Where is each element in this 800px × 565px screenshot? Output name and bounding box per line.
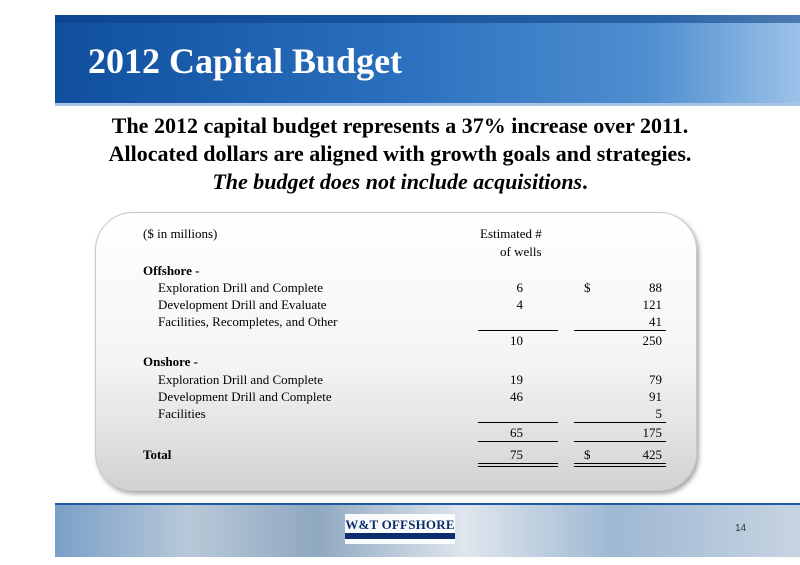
subtitle-line-3-italic: The budget does not include acquisitions [212, 169, 583, 194]
subtitle-line-1: The 2012 capital budget represents a 37% increase over 2011. [111, 113, 689, 138]
total-label: Total [143, 447, 172, 462]
offshore-row-wells: 4 [516, 297, 523, 312]
onshore-heading: Onshore - [143, 354, 199, 369]
offshore-wells-rule [478, 330, 558, 331]
offshore-row-wells: 6 [516, 280, 523, 295]
offshore-subtotal-amount: 250 [642, 333, 662, 348]
offshore-row-label: Exploration Drill and Complete [158, 280, 323, 295]
subtitle-line-2: Allocated dollars are aligned with growth goals and strategies. [108, 141, 692, 166]
logo-underline [345, 533, 455, 539]
subtitle-line-3 [0, 168, 800, 196]
onshore-amount-rule [574, 422, 666, 423]
offshore-subtotal-wells: 10 [510, 333, 523, 348]
total-amount-double-rule-1 [574, 463, 666, 464]
offshore-row-currency: $ [584, 280, 591, 295]
onshore-row-label: Development Drill and Complete [158, 389, 332, 404]
onshore-subtotal-wells: 65 [510, 425, 523, 440]
offshore-row-amount: 121 [642, 297, 662, 312]
onshore-row-wells: 46 [510, 389, 523, 404]
offshore-row-label: Facilities, Recompletes, and Other [158, 314, 338, 329]
total-currency: $ [584, 447, 591, 462]
onshore-row-amount: 5 [655, 406, 662, 421]
total-amount-top-rule [574, 441, 666, 442]
onshore-row-amount: 79 [649, 372, 662, 387]
total-amount-double-rule-2 [574, 466, 666, 467]
slide-title: 2012 Capital Budget [88, 41, 403, 81]
total-wells-double-rule-1 [478, 463, 558, 464]
offshore-row-amount: 88 [649, 280, 662, 295]
total-wells-top-rule [478, 441, 558, 442]
offshore-heading: Offshore - [143, 263, 200, 278]
offshore-row-amount: 41 [649, 314, 662, 329]
offshore-row-label: Development Drill and Evaluate [158, 297, 327, 312]
onshore-subtotal-amount: 175 [642, 425, 662, 440]
subtitle-block [0, 112, 800, 196]
wells-header-line-1: Estimated # [480, 226, 542, 241]
wells-header-line-2: of wells [500, 244, 542, 259]
onshore-wells-rule [478, 422, 558, 423]
banner-top-band [55, 15, 800, 23]
offshore-amount-rule [574, 330, 666, 331]
subtitle-line-3-period: . [582, 169, 588, 194]
total-amount: 425 [642, 447, 662, 462]
company-logo: W&T OFFSHORE [345, 517, 455, 532]
units-label: ($ in millions) [143, 226, 218, 241]
onshore-row-wells: 19 [510, 372, 523, 387]
onshore-row-label: Facilities [158, 406, 206, 421]
onshore-row-amount: 91 [649, 389, 662, 404]
onshore-row-label: Exploration Drill and Complete [158, 372, 323, 387]
total-wells-double-rule-2 [478, 466, 558, 467]
total-wells: 75 [510, 447, 523, 462]
page-number: 14 [735, 523, 747, 534]
